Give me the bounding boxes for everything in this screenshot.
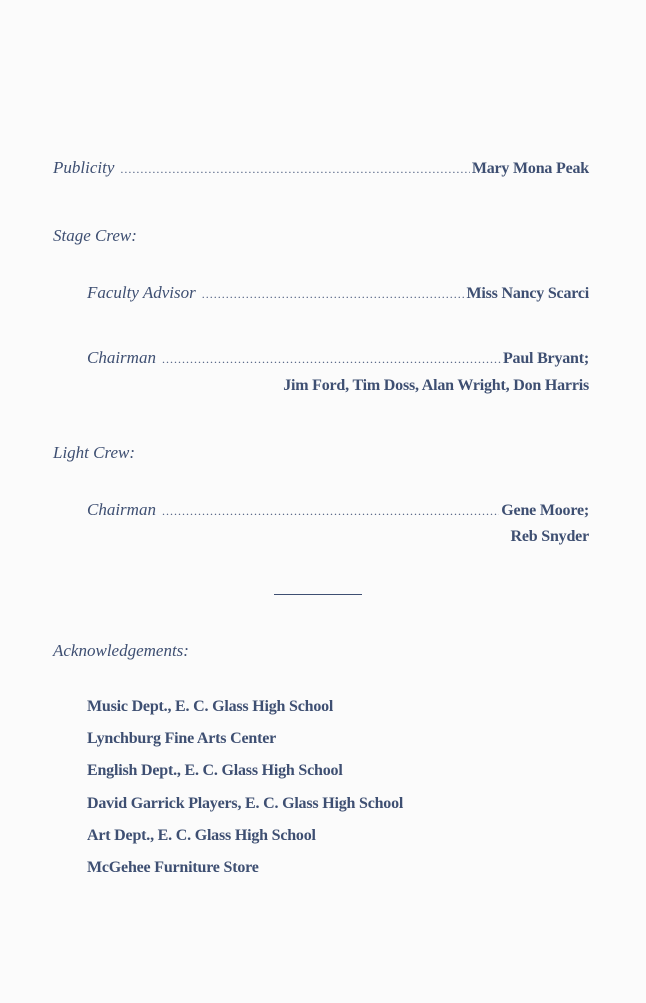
faculty-advisor-name: Miss Nancy Scarci — [466, 285, 589, 302]
acknowledgement-item: McGehee Furniture Store — [87, 858, 259, 876]
publicity-line — [53, 158, 589, 178]
section-divider — [274, 594, 362, 595]
stage-crew-heading: Stage Crew: — [53, 226, 137, 245]
publicity-label: Publicity — [53, 158, 115, 177]
acknowledgement-item: English Dept., E. C. Glass High School — [87, 762, 343, 780]
publicity-name: Mary Mona Peak — [471, 160, 589, 177]
stage-chairman-name: Paul Bryant; — [502, 350, 589, 367]
stage-chairman-label: Chairman — [87, 348, 156, 367]
acknowledgements-list — [87, 694, 403, 887]
light-chairman-name: Gene Moore; — [501, 502, 589, 519]
acknowledgements-heading: Acknowledgements: — [53, 641, 189, 660]
faculty-advisor-line — [87, 283, 589, 303]
light-crew-heading: Light Crew: — [53, 443, 136, 462]
leader-dots — [120, 162, 469, 177]
stage-crew-members: Jim Ford, Tim Doss, Alan Wright, Don Harris — [283, 377, 589, 394]
acknowledgement-item: Lynchburg Fine Arts Center — [87, 730, 277, 748]
faculty-advisor-label: Faculty Advisor — [87, 283, 196, 302]
acknowledgement-item: David Garrick Players, E. C. Glass High School — [87, 794, 404, 812]
leader-dots — [202, 287, 465, 302]
acknowledgement-item: Music Dept., E. C. Glass High School — [87, 698, 334, 715]
acknowledgement-item: Art Dept., E. C. Glass High School — [87, 826, 316, 844]
light-crew-members: Reb Snyder — [510, 528, 589, 545]
light-chairman-label: Chairman — [87, 500, 156, 519]
leader-dots — [162, 352, 501, 367]
light-chairman-line — [87, 500, 589, 520]
stage-chairman-line — [87, 348, 589, 368]
leader-dots — [162, 504, 499, 519]
